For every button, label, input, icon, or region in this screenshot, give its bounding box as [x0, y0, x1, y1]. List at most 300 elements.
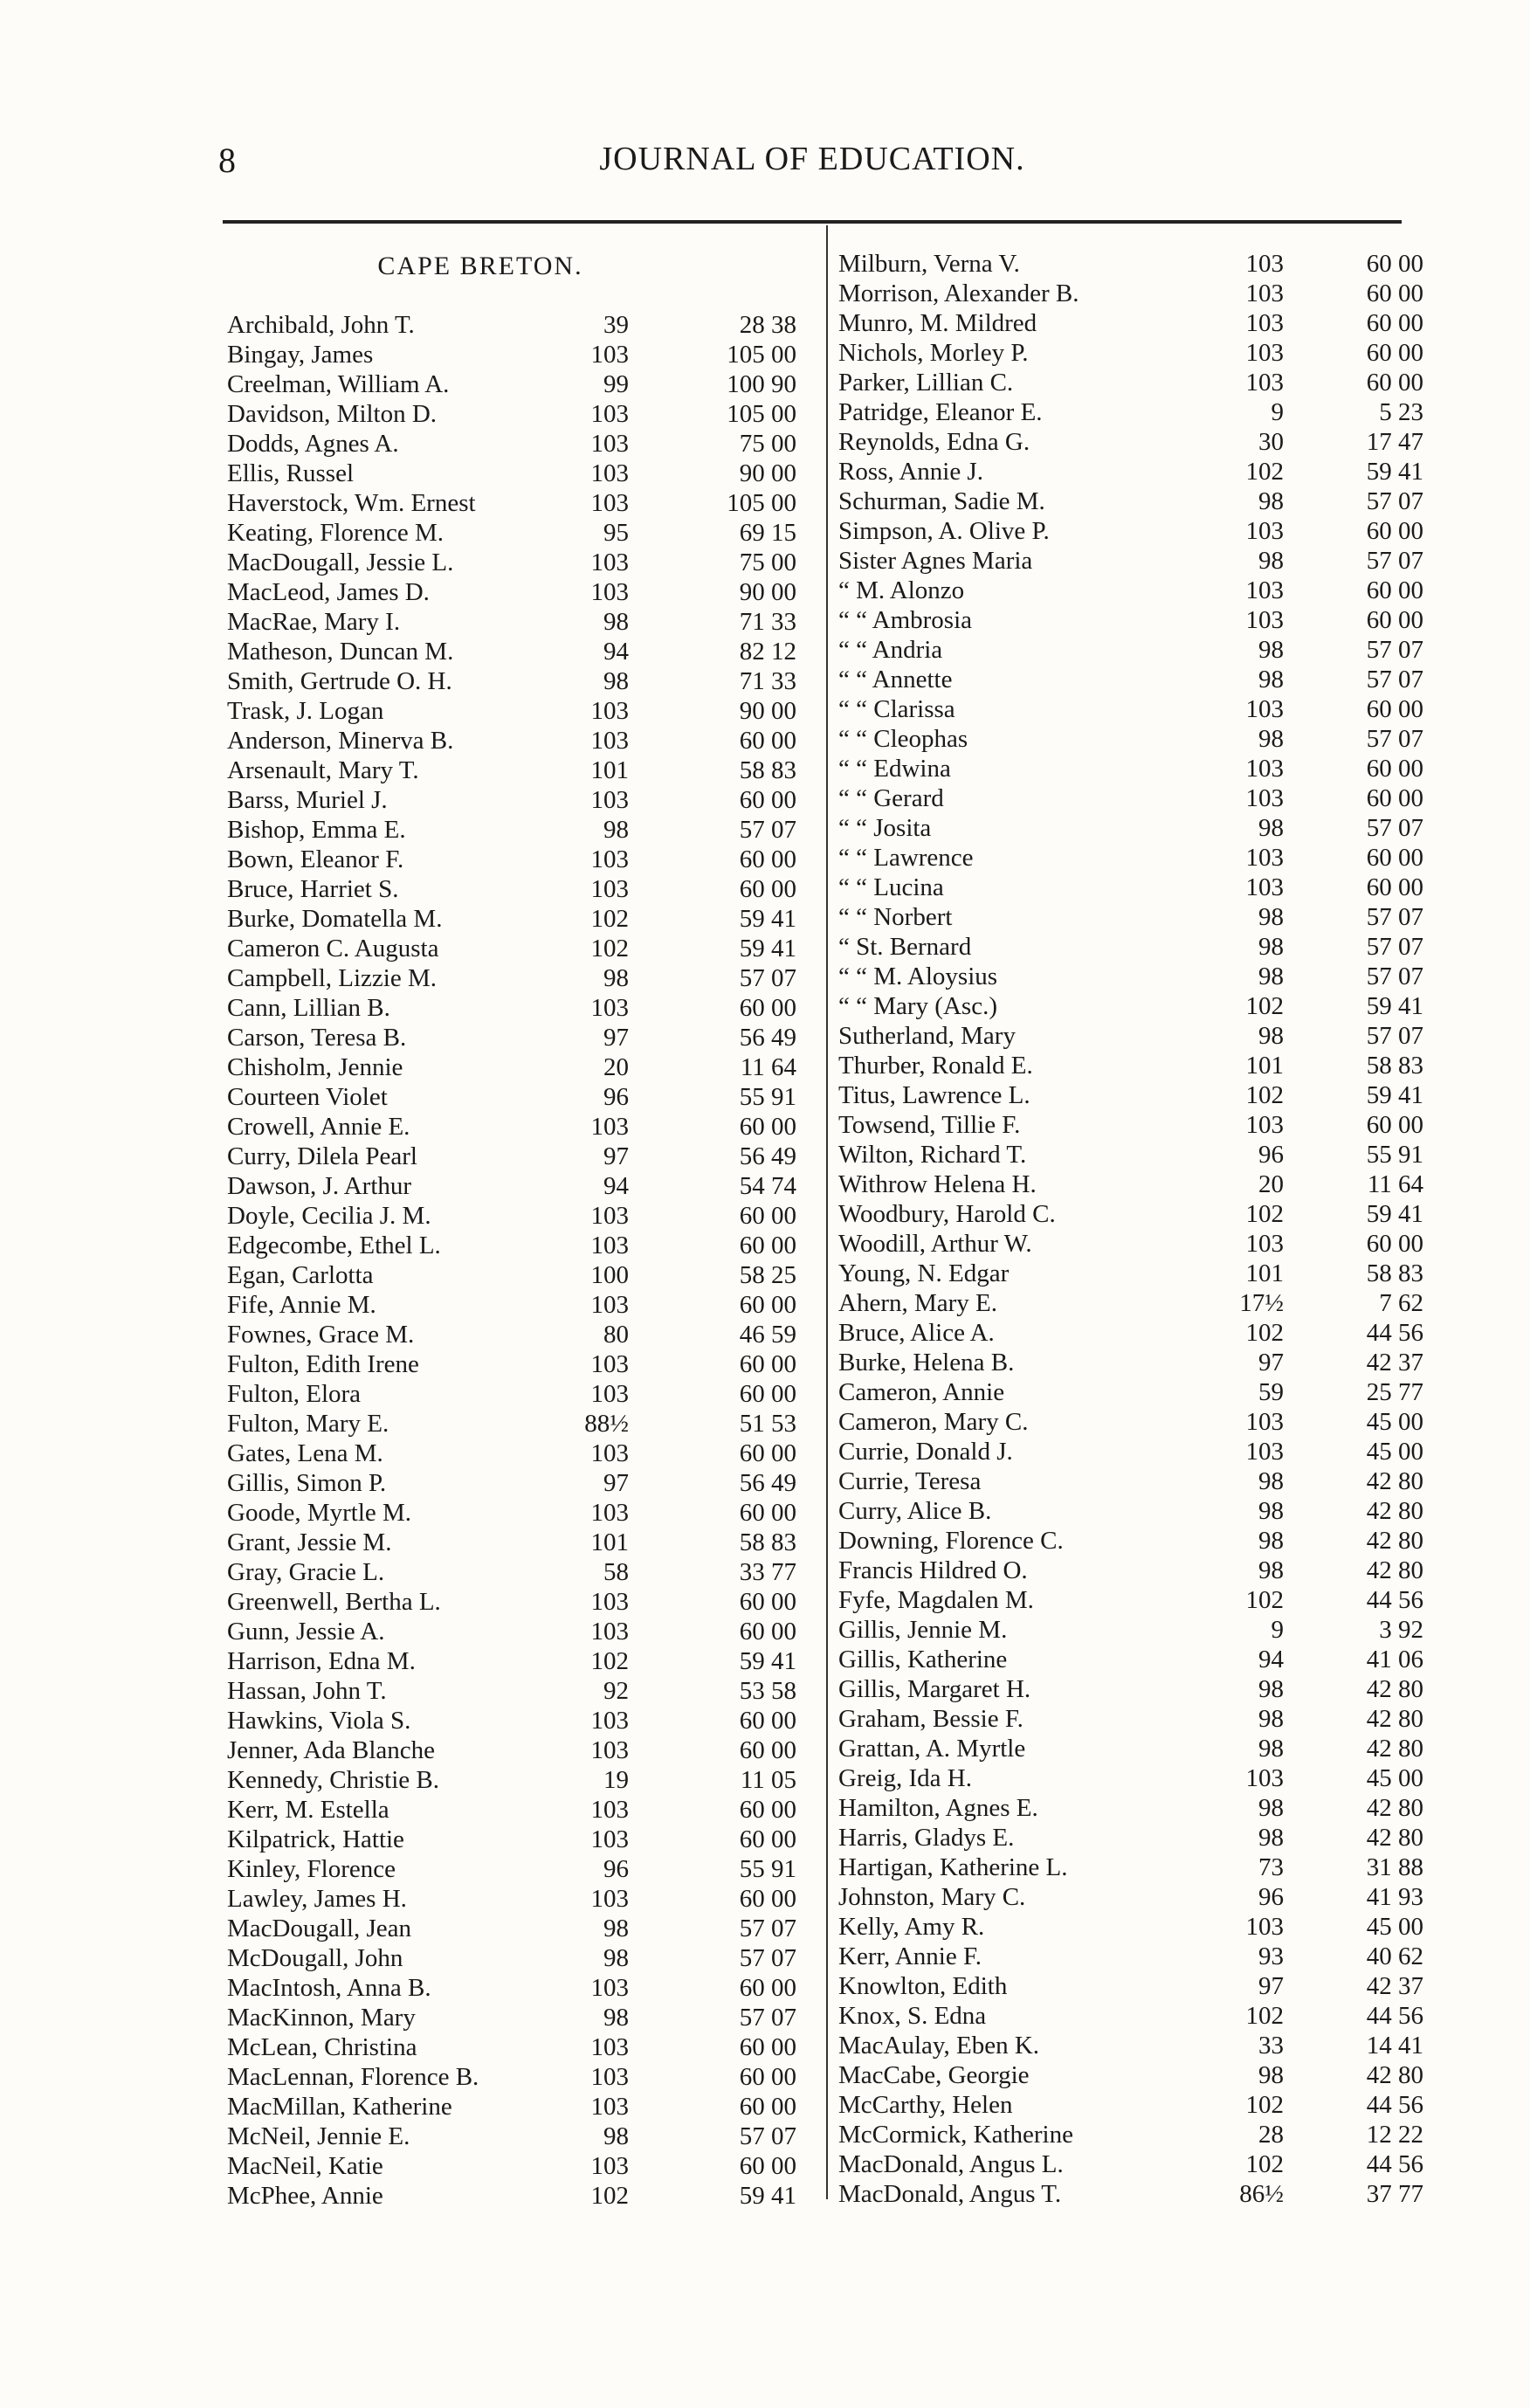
grant-amount: 60 00 [739, 1736, 796, 1764]
teacher-name: Archibald, John T. [227, 311, 415, 339]
days-taught: 103 [590, 727, 629, 755]
list-item [227, 369, 812, 399]
teacher-name: Burke, Helena B. [838, 1349, 1015, 1376]
grant-amount: 60 00 [739, 1618, 796, 1646]
list-item [838, 2031, 1423, 2060]
list-item [838, 665, 1423, 694]
grant-amount: 11 64 [1367, 1170, 1423, 1198]
days-taught: 59 [1258, 1378, 1284, 1406]
grant-amount: 59 41 [1366, 992, 1423, 1020]
teacher-name: Fyfe, Magdalen M. [838, 1586, 1034, 1614]
list-item [838, 873, 1423, 902]
days-taught: 97 [603, 1142, 629, 1170]
teacher-name: Cameron, Mary C. [838, 1408, 1029, 1436]
days-taught: 98 [1258, 666, 1284, 693]
grant-amount: 42 80 [1366, 1527, 1423, 1555]
days-taught: 80 [603, 1321, 629, 1349]
grant-amount: 44 56 [1366, 1319, 1423, 1347]
teacher-name: MacDougall, Jean [227, 1915, 411, 1942]
page-number: 8 [218, 141, 236, 180]
days-taught: 103 [590, 786, 629, 814]
grant-amount: 82 12 [739, 638, 796, 666]
teacher-name: Goode, Myrtle M. [227, 1499, 412, 1527]
list-item [838, 427, 1423, 457]
grant-amount: 60 00 [739, 727, 796, 755]
days-taught: 103 [590, 1499, 629, 1527]
days-taught: 103 [590, 430, 629, 458]
teacher-name: Knowlton, Edith [838, 1972, 1008, 2000]
grant-amount: 60 00 [1366, 755, 1423, 783]
teacher-name: Crowell, Annie E. [227, 1113, 410, 1141]
days-taught: 9 [1271, 1616, 1284, 1644]
list-item [227, 1468, 812, 1498]
list-item [838, 457, 1423, 486]
right-column [838, 249, 1423, 2209]
teacher-name: Kilpatrick, Hattie [227, 1825, 404, 1853]
grant-amount: 58 83 [1366, 1052, 1423, 1080]
grant-amount: 42 80 [1366, 1497, 1423, 1525]
list-item [227, 934, 812, 963]
teacher-name: “ “ M. Aloysius [838, 963, 998, 990]
days-taught: 98 [1258, 1794, 1284, 1822]
list-item [227, 2003, 812, 2032]
grant-amount: 57 07 [1366, 1022, 1423, 1050]
teacher-name: Cameron C. Augusta [227, 935, 439, 963]
grant-amount: 58 83 [739, 1528, 796, 1556]
teacher-name: Egan, Carlotta [227, 1261, 374, 1289]
teacher-name: “ M. Alonzo [838, 576, 965, 604]
grant-amount: 105 00 [727, 400, 796, 428]
list-item [838, 1080, 1423, 1110]
days-taught: 103 [590, 1232, 629, 1259]
grant-amount: 58 25 [739, 1261, 796, 1289]
list-item [838, 1110, 1423, 1140]
teacher-name: MacDougall, Jessie L. [227, 549, 454, 576]
list-item [838, 1763, 1423, 1793]
days-taught: 98 [1258, 1527, 1284, 1555]
teacher-name: Young, N. Edgar [838, 1259, 1010, 1287]
list-item [227, 1914, 812, 1943]
days-taught: 103 [590, 1825, 629, 1853]
days-taught: 103 [590, 1618, 629, 1646]
journal-title: JOURNAL OF EDUCATION. [599, 141, 1025, 177]
grant-amount: 105 00 [727, 489, 796, 517]
list-item [838, 2001, 1423, 2031]
grant-amount: 55 91 [739, 1855, 796, 1883]
list-item [227, 2032, 812, 2062]
days-taught: 98 [1258, 2061, 1284, 2089]
list-item [227, 1617, 812, 1646]
days-taught: 86½ [1239, 2180, 1284, 2208]
grant-amount: 45 00 [1366, 1764, 1423, 1792]
list-item [227, 2122, 812, 2151]
list-item [838, 2149, 1423, 2179]
teacher-name: Haverstock, Wm. Ernest [227, 489, 476, 517]
grant-amount: 45 00 [1366, 1913, 1423, 1941]
list-item [838, 249, 1423, 279]
list-item [227, 607, 812, 637]
teacher-name: Hawkins, Viola S. [227, 1707, 411, 1735]
list-item [838, 962, 1423, 991]
days-taught: 103 [1245, 844, 1284, 872]
days-taught: 102 [1245, 992, 1284, 1020]
list-item [227, 1260, 812, 1290]
teacher-name: Fownes, Grace M. [227, 1321, 415, 1349]
days-taught: 98 [603, 667, 629, 695]
grant-amount: 75 00 [739, 549, 796, 576]
days-taught: 103 [1245, 1764, 1284, 1792]
grant-amount: 60 00 [739, 875, 796, 903]
days-taught: 17½ [1239, 1289, 1284, 1317]
days-taught: 97 [603, 1469, 629, 1497]
days-taught: 19 [603, 1766, 629, 1794]
teacher-name: MacCabe, Georgie [838, 2061, 1030, 2089]
list-item [838, 1199, 1423, 1229]
grant-amount: 60 00 [739, 2033, 796, 2061]
grant-amount: 56 49 [739, 1469, 796, 1497]
list-item [838, 724, 1423, 754]
grant-amount: 59 41 [739, 1647, 796, 1675]
list-item [838, 1051, 1423, 1080]
teacher-name: Wilton, Richard T. [838, 1141, 1027, 1169]
days-taught: 103 [590, 489, 629, 517]
list-item [227, 1706, 812, 1735]
list-item [227, 1676, 812, 1706]
list-item [838, 1496, 1423, 1526]
list-item [227, 1320, 812, 1349]
days-taught: 98 [1258, 1824, 1284, 1852]
teacher-name: Ross, Annie J. [838, 458, 983, 486]
days-taught: 95 [603, 519, 629, 547]
days-taught: 103 [590, 459, 629, 487]
days-taught: 103 [590, 994, 629, 1022]
teacher-name: Matheson, Duncan M. [227, 638, 454, 666]
list-item [227, 904, 812, 934]
teacher-name: Currie, Teresa [838, 1467, 982, 1495]
list-item [838, 516, 1423, 546]
teacher-name: Grattan, A. Myrtle [838, 1735, 1026, 1763]
teacher-name: Gillis, Katherine [838, 1646, 1008, 1673]
list-item [838, 1823, 1423, 1853]
teacher-name: Campbell, Lizzie M. [227, 964, 437, 992]
teacher-name: Chisholm, Jennie [227, 1053, 403, 1081]
days-taught: 9 [1271, 398, 1284, 426]
days-taught: 98 [1258, 963, 1284, 990]
grant-amount: 57 07 [1366, 933, 1423, 961]
grant-amount: 57 07 [739, 1944, 796, 1972]
teacher-name: MacKinnon, Mary [227, 2004, 416, 2032]
days-taught: 102 [1245, 1319, 1284, 1347]
grant-amount: 31 88 [1366, 1853, 1423, 1881]
teacher-name: Grant, Jessie M. [227, 1528, 392, 1556]
days-taught: 103 [590, 400, 629, 428]
grant-amount: 54 74 [739, 1172, 796, 1200]
teacher-name: Ahern, Mary E. [838, 1289, 998, 1317]
grant-amount: 60 00 [1366, 250, 1423, 278]
teacher-name: Doyle, Cecilia J. M. [227, 1202, 431, 1230]
list-item [227, 399, 812, 429]
list-item [227, 666, 812, 696]
teacher-name: MacLeod, James D. [227, 578, 430, 606]
grant-amount: 44 56 [1366, 2002, 1423, 2030]
days-taught: 98 [1258, 814, 1284, 842]
list-item [838, 397, 1423, 427]
list-item [227, 2062, 812, 2092]
list-item [227, 963, 812, 993]
days-taught: 103 [1245, 873, 1284, 901]
list-item [227, 696, 812, 726]
days-taught: 102 [590, 935, 629, 963]
grant-amount: 57 07 [1366, 636, 1423, 664]
days-taught: 101 [1245, 1052, 1284, 1080]
days-taught: 103 [590, 1380, 629, 1408]
list-item [227, 1112, 812, 1142]
days-taught: 94 [603, 638, 629, 666]
list-item [838, 1734, 1423, 1763]
grant-amount: 44 56 [1366, 2150, 1423, 2178]
days-taught: 33 [1258, 2032, 1284, 2060]
grant-amount: 25 77 [1366, 1378, 1423, 1406]
teacher-name: Kerr, M. Estella [227, 1796, 389, 1824]
teacher-name: “ “ Lucina [838, 873, 944, 901]
teacher-name: Smith, Gertrude O. H. [227, 667, 452, 695]
teacher-name: “ “ Norbert [838, 903, 953, 931]
days-taught: 102 [1245, 1586, 1284, 1614]
grant-amount: 12 22 [1366, 2121, 1423, 2149]
grant-amount: 57 07 [739, 2004, 796, 2032]
grant-amount: 75 00 [739, 430, 796, 458]
list-item [838, 338, 1423, 368]
days-taught: 20 [1258, 1170, 1284, 1198]
teacher-name: Titus, Lawrence L. [838, 1081, 1030, 1109]
days-taught: 103 [1245, 279, 1284, 307]
grant-amount: 58 83 [1366, 1259, 1423, 1287]
list-item [838, 2090, 1423, 2120]
days-taught: 103 [1245, 339, 1284, 367]
list-item [227, 1765, 812, 1795]
list-item [227, 1735, 812, 1765]
list-item [838, 1556, 1423, 1585]
teacher-name: Fulton, Mary E. [227, 1410, 389, 1438]
teacher-name: Trask, J. Logan [227, 697, 384, 725]
list-item [838, 902, 1423, 932]
list-item [227, 993, 812, 1023]
list-item [838, 1882, 1423, 1912]
list-item [838, 1585, 1423, 1615]
grant-amount: 57 07 [1366, 487, 1423, 515]
list-item [227, 310, 812, 340]
list-item [227, 1825, 812, 1854]
days-taught: 103 [590, 549, 629, 576]
teacher-name: Bishop, Emma E. [227, 816, 406, 844]
days-taught: 97 [1258, 1349, 1284, 1376]
list-item [227, 1439, 812, 1468]
days-taught: 103 [590, 1974, 629, 2002]
days-taught: 98 [603, 1944, 629, 1972]
days-taught: 98 [1258, 1735, 1284, 1763]
days-taught: 28 [1258, 2121, 1284, 2149]
grant-amount: 7 62 [1379, 1289, 1423, 1317]
days-taught: 103 [590, 1707, 629, 1735]
grant-amount: 60 00 [1366, 1230, 1423, 1258]
grant-amount: 51 53 [739, 1410, 796, 1438]
teacher-name: Gillis, Jennie M. [838, 1616, 1008, 1644]
list-item [227, 1171, 812, 1201]
days-taught: 103 [590, 341, 629, 369]
list-item [838, 1645, 1423, 1674]
list-item [227, 1023, 812, 1052]
teacher-name: Harrison, Edna M. [227, 1647, 416, 1675]
grant-amount: 60 00 [1366, 517, 1423, 545]
days-taught: 102 [1245, 2091, 1284, 2119]
list-item [838, 1170, 1423, 1199]
teacher-name: Graham, Bessie F. [838, 1705, 1023, 1733]
teacher-name: Reynolds, Edna G. [838, 428, 1030, 456]
days-taught: 96 [603, 1083, 629, 1111]
teacher-name: Anderson, Minerva B. [227, 727, 454, 755]
days-taught: 96 [1258, 1883, 1284, 1911]
grant-amount: 53 58 [739, 1677, 796, 1705]
days-taught: 103 [590, 1291, 629, 1319]
teacher-name: Hassan, John T. [227, 1677, 387, 1705]
list-item [838, 1140, 1423, 1170]
list-item [838, 1704, 1423, 1734]
list-item [227, 756, 812, 785]
grant-amount: 60 00 [739, 1588, 796, 1616]
days-taught: 97 [1258, 1972, 1284, 2000]
teacher-name: Arsenault, Mary T. [227, 756, 419, 784]
days-taught: 103 [590, 845, 629, 873]
days-taught: 73 [1258, 1853, 1284, 1881]
days-taught: 103 [590, 1885, 629, 1913]
grant-amount: 60 00 [739, 1825, 796, 1853]
days-taught: 103 [590, 2152, 629, 2180]
grant-amount: 60 00 [739, 1232, 796, 1259]
grant-amount: 46 59 [739, 1321, 796, 1349]
days-taught: 99 [603, 370, 629, 398]
grant-amount: 57 07 [739, 816, 796, 844]
list-item [227, 1082, 812, 1112]
teacher-name: Woodbury, Harold C. [838, 1200, 1056, 1228]
grant-amount: 42 80 [1366, 1794, 1423, 1822]
grant-amount: 28 38 [739, 311, 796, 339]
grant-amount: 60 00 [739, 1974, 796, 2002]
days-taught: 102 [590, 2182, 629, 2210]
teacher-name: Davidson, Milton D. [227, 400, 438, 428]
grant-amount: 60 00 [1366, 873, 1423, 901]
days-taught: 98 [603, 1915, 629, 1942]
grant-amount: 42 80 [1366, 1705, 1423, 1733]
days-taught: 101 [1245, 1259, 1284, 1287]
teacher-name: Knox, S. Edna [838, 2002, 987, 2030]
list-item [838, 1466, 1423, 1496]
teacher-name: Patridge, Eleanor E. [838, 398, 1043, 426]
days-taught: 102 [1245, 458, 1284, 486]
days-taught: 94 [603, 1172, 629, 1200]
grant-amount: 60 00 [1366, 1111, 1423, 1139]
days-taught: 103 [590, 2033, 629, 2061]
teacher-name: Milburn, Verna V. [838, 250, 1020, 278]
grant-amount: 42 37 [1366, 1349, 1423, 1376]
list-item [838, 1971, 1423, 2001]
teacher-name: MacAulay, Eben K. [838, 2032, 1040, 2060]
teacher-name: Greenwell, Bertha L. [227, 1588, 441, 1616]
grant-amount: 59 41 [1366, 1200, 1423, 1228]
teacher-name: Barss, Muriel J. [227, 786, 388, 814]
list-item [227, 2092, 812, 2122]
days-taught: 103 [590, 2093, 629, 2121]
grant-amount: 60 00 [1366, 606, 1423, 634]
days-taught: 98 [1258, 1675, 1284, 1703]
days-taught: 102 [590, 905, 629, 933]
list-item [227, 1379, 812, 1409]
grant-amount: 59 41 [1366, 458, 1423, 486]
grant-amount: 42 80 [1366, 1675, 1423, 1703]
days-taught: 98 [603, 608, 629, 636]
days-taught: 98 [1258, 1497, 1284, 1525]
grant-amount: 42 80 [1366, 2061, 1423, 2089]
list-item [227, 1349, 812, 1379]
teacher-name: Courteen Violet [227, 1083, 388, 1111]
grant-amount: 57 07 [1366, 547, 1423, 575]
teacher-name: Ellis, Russel [227, 459, 355, 487]
list-item [838, 2179, 1423, 2209]
teacher-name: Gates, Lena M. [227, 1439, 383, 1467]
grant-amount: 60 00 [739, 1885, 796, 1913]
list-item [227, 2181, 812, 2211]
days-taught: 103 [1245, 755, 1284, 783]
grant-amount: 60 00 [1366, 369, 1423, 397]
list-item [227, 726, 812, 756]
list-item [838, 1912, 1423, 1942]
days-taught: 88½ [584, 1410, 629, 1438]
teacher-name: Woodill, Arthur W. [838, 1230, 1032, 1258]
teacher-name: Thurber, Ronald E. [838, 1052, 1033, 1080]
teacher-name: MacRae, Mary I. [227, 608, 401, 636]
days-taught: 92 [603, 1677, 629, 1705]
grant-amount: 90 00 [739, 578, 796, 606]
teacher-name: Johnston, Mary C. [838, 1883, 1026, 1911]
list-item [838, 1942, 1423, 1971]
grant-amount: 57 07 [1366, 666, 1423, 693]
list-item [838, 546, 1423, 576]
teacher-name: Towsend, Tillie F. [838, 1111, 1021, 1139]
teacher-name: MacDonald, Angus T. [838, 2180, 1062, 2208]
grant-amount: 56 49 [739, 1142, 796, 1170]
days-taught: 103 [1245, 695, 1284, 723]
teacher-name: Bown, Eleanor F. [227, 845, 404, 873]
teacher-name: Munro, M. Mildred [838, 309, 1037, 337]
grant-amount: 14 41 [1366, 2032, 1423, 2060]
grant-amount: 60 00 [1366, 279, 1423, 307]
days-taught: 98 [1258, 636, 1284, 664]
days-taught: 102 [590, 1647, 629, 1675]
teacher-name: McDougall, John [227, 1944, 403, 1972]
list-item [838, 1674, 1423, 1704]
teacher-name: Fulton, Edith Irene [227, 1350, 419, 1378]
list-item [838, 1853, 1423, 1882]
teacher-name: Francis Hildred O. [838, 1556, 1028, 1584]
grant-amount: 42 80 [1366, 1467, 1423, 1495]
teacher-name: Nichols, Morley P. [838, 339, 1029, 367]
list-item [838, 754, 1423, 783]
teacher-name: Hartigan, Katherine L. [838, 1853, 1068, 1881]
days-taught: 103 [1245, 369, 1284, 397]
header-rule [223, 220, 1402, 224]
teacher-name: Kerr, Annie F. [838, 1942, 982, 1970]
grant-amount: 59 41 [739, 905, 796, 933]
list-item [838, 1615, 1423, 1645]
